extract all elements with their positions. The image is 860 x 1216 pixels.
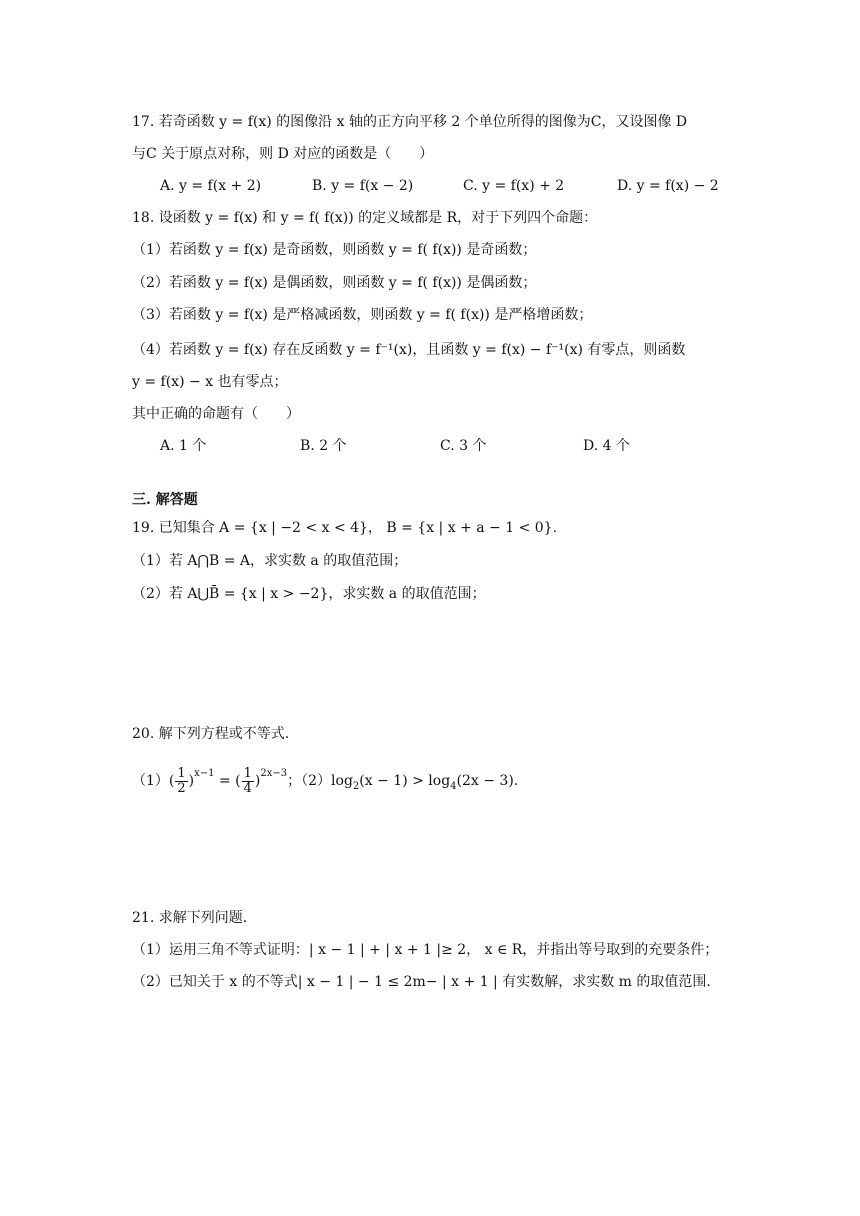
q18-option-d: D. 4 个 — [583, 438, 630, 454]
log-base-4: 4 — [450, 781, 457, 792]
q18-proposition-2: （2）若函数 y = f(x) 是偶函数，则函数 y = f( f(x)) 是偶函数； — [132, 275, 537, 291]
equals-sign: = — [214, 773, 236, 789]
section-heading: 三. 解答题 — [132, 492, 198, 508]
q21-part-2: （2）已知关于 x 的不等式| x − 1 | − 1 ≤ 2m− | x + 1 | 有实数解，求实数 m 的取值范围. — [132, 974, 711, 990]
q17-option-c: C. y = f(x) + 2 — [463, 178, 565, 194]
fraction-denominator: 4 — [243, 780, 252, 796]
fraction-one-quarter — [242, 767, 254, 796]
q18-proposition-4-line1: （4）若函数 y = f(x) 存在反函数 y = f⁻¹(x)，且函数 y = f(x) − f⁻¹(x) 有零点，则函数 — [132, 342, 686, 358]
exponent-2: 2x−3 — [260, 768, 288, 779]
q21-part-1: （1）运用三角不等式证明：| x − 1 | + | x + 1 |≥ 2， x ∈ R，并指出等号取到的充要条件； — [132, 942, 719, 958]
q20-equations: （1）( $\frac{1}{2}$ )$^{x-1}$ = ( $\frac{1}{4}$ )$^{2x-3}$；$(2)\log_2(x - 1) > \log_4(2x - 3)$. — [132, 765, 519, 796]
q20-part-1-label: （1） — [132, 773, 169, 789]
q18-proposition-4-line2: y = f(x) − x 也有零点； — [132, 374, 288, 390]
q19-part-1: （1）若 A⋂B = A，求实数 a 的取值范围； — [132, 553, 408, 569]
q17-stem-line1: 17. 若奇函数 y = f(x) 的图像沿 x 轴的正方向平移 2 个单位所得的图像为C，又设图像 D — [132, 114, 688, 130]
q20-stem: 20. 解下列方程或不等式. — [132, 726, 290, 742]
exponent-1: x−1 — [194, 768, 215, 779]
q18-proposition-3: （3）若函数 y = f(x) 是严格减函数，则函数 y = f( f(x)) 是严格增函数； — [132, 307, 593, 323]
q18-option-a: A. 1 个 — [160, 438, 207, 454]
q18-proposition-1: （1）若函数 y = f(x) 是奇函数，则函数 y = f( f(x)) 是奇函数； — [132, 242, 537, 258]
q19-stem: 19. 已知集合 A = {x | −2 < x < 4}， B = {x | x + a − 1 < 0}. — [132, 520, 558, 536]
q17-stem-line2: 与C 关于原点对称，则 D 对应的函数是（ ） — [132, 146, 434, 162]
q21-stem: 21. 求解下列问题. — [132, 910, 248, 926]
q18-option-b: B. 2 个 — [300, 438, 347, 454]
log-base-2: 2 — [352, 781, 360, 792]
q19-part-2: （2）若 A⋃B̄ = {x | x > −2}，求实数 a 的取值范围； — [132, 586, 486, 602]
q18-question: 其中正确的命题有（ ） — [132, 406, 300, 422]
q17-option-b: B. y = f(x − 2) — [312, 178, 414, 194]
q18-stem: 18. 设函数 y = f(x) 和 y = f( f(x)) 的定义域都是 R，对于下列四个命题： — [132, 210, 598, 226]
q20-inequality-mid: (x − 1) > log — [359, 773, 451, 789]
q20-inequality-tail: (2x − 3). — [456, 773, 519, 789]
q18-option-c: C. 3 个 — [440, 438, 487, 454]
q20-part-2-prefix: ；（2）log — [287, 773, 353, 789]
fraction-numerator: 1 — [177, 765, 186, 781]
q17-option-d: D. y = f(x) − 2 — [617, 178, 719, 194]
q17-options — [0, 176, 860, 196]
fraction-one-half — [175, 767, 187, 796]
fraction-denominator: 2 — [177, 780, 186, 796]
fraction-numerator: 1 — [243, 765, 252, 781]
q17-option-a: A. y = f(x + 2) — [160, 178, 262, 194]
q18-options — [0, 436, 860, 456]
